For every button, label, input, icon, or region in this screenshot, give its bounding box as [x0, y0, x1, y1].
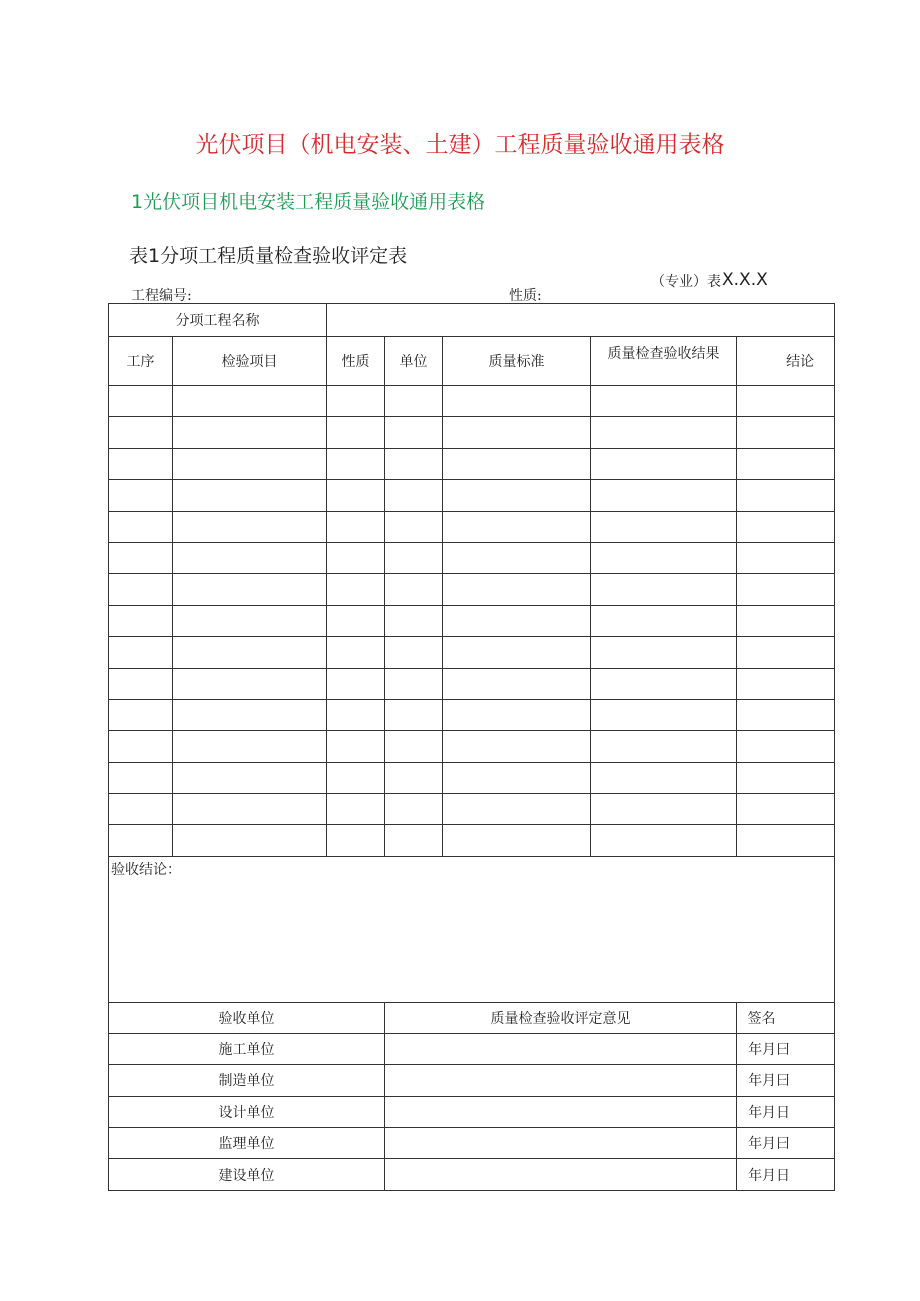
- col-process-cell[interactable]: [109, 386, 173, 417]
- col-unit-cell[interactable]: [385, 794, 443, 825]
- col-result-cell[interactable]: [591, 417, 737, 448]
- sign-header-unit: 验收单位: [109, 1002, 385, 1033]
- col-inspection-item-cell[interactable]: [173, 605, 327, 636]
- col-process-cell[interactable]: [109, 511, 173, 542]
- sign-date-field[interactable]: 年月曰: [737, 1128, 835, 1159]
- col-nature-cell[interactable]: [327, 386, 385, 417]
- col-unit-cell[interactable]: [385, 542, 443, 573]
- section-heading: 1光伏项目机电安装工程质量验收通用表格: [131, 191, 486, 213]
- sign-date-field[interactable]: 年月日: [737, 1159, 835, 1190]
- table-row: [109, 699, 835, 730]
- col-nature-cell[interactable]: [327, 542, 385, 573]
- col-inspection-item-cell[interactable]: [173, 511, 327, 542]
- col-process-cell[interactable]: [109, 762, 173, 793]
- col-process-cell[interactable]: [109, 417, 173, 448]
- col-process-cell[interactable]: [109, 731, 173, 762]
- subitem-name-label: 分项工程名称: [109, 304, 327, 337]
- sign-row: [109, 1128, 835, 1159]
- col-nature-cell[interactable]: [327, 794, 385, 825]
- col-conclusion-cell[interactable]: [737, 699, 835, 730]
- col-standard-cell[interactable]: [443, 605, 591, 636]
- col-standard-cell[interactable]: [443, 574, 591, 605]
- col-process-cell[interactable]: [109, 825, 173, 856]
- col-unit-cell[interactable]: [385, 417, 443, 448]
- col-conclusion-cell[interactable]: [737, 605, 835, 636]
- col-nature-cell[interactable]: [327, 731, 385, 762]
- col-result-cell[interactable]: [591, 480, 737, 511]
- sign-header-signature: 签名: [737, 1002, 835, 1033]
- col-standard-cell[interactable]: [443, 637, 591, 668]
- col-process-cell[interactable]: [109, 637, 173, 668]
- column-header-row: [109, 337, 835, 386]
- col-inspection-item-cell[interactable]: [173, 480, 327, 511]
- col-conclusion-cell[interactable]: [737, 448, 835, 479]
- col-process-cell[interactable]: [109, 668, 173, 699]
- table-row: [109, 605, 835, 636]
- col-process-cell[interactable]: [109, 542, 173, 573]
- sign-row: [109, 1159, 835, 1190]
- table-row: [109, 668, 835, 699]
- sign-row: [109, 1096, 835, 1127]
- table-row: [109, 731, 835, 762]
- sign-unit-label: 建设单位: [109, 1159, 385, 1190]
- col-conclusion-cell[interactable]: [737, 511, 835, 542]
- col-result-cell[interactable]: [591, 668, 737, 699]
- table-row: [109, 762, 835, 793]
- table-row: [109, 480, 835, 511]
- col-nature-cell[interactable]: [327, 637, 385, 668]
- sign-header-opinion: 质量检查验收评定意见: [385, 1002, 737, 1033]
- nature-label: 性质:: [509, 288, 542, 304]
- col-standard-cell[interactable]: [443, 542, 591, 573]
- table-row: [109, 574, 835, 605]
- col-conclusion-cell[interactable]: [737, 480, 835, 511]
- sign-opinion-field[interactable]: [385, 1033, 737, 1064]
- col-nature-cell[interactable]: [327, 605, 385, 636]
- col-result-cell[interactable]: [591, 731, 737, 762]
- col-process-header: 工序: [109, 337, 173, 386]
- col-conclusion-cell[interactable]: [737, 542, 835, 573]
- sign-unit-label: 制造单位: [109, 1065, 385, 1096]
- col-inspection-item-cell[interactable]: [173, 637, 327, 668]
- col-unit-cell[interactable]: [385, 448, 443, 479]
- col-conclusion-cell[interactable]: [737, 825, 835, 856]
- sign-row: [109, 1033, 835, 1064]
- col-result-cell[interactable]: [591, 386, 737, 417]
- col-result-cell[interactable]: [591, 699, 737, 730]
- col-unit-cell[interactable]: [385, 574, 443, 605]
- col-process-cell[interactable]: [109, 574, 173, 605]
- inspection-form-table: [108, 303, 835, 1191]
- col-unit-cell[interactable]: [385, 668, 443, 699]
- col-conclusion-cell[interactable]: [737, 668, 835, 699]
- col-result-cell[interactable]: [591, 542, 737, 573]
- col-inspection-item-cell[interactable]: [173, 448, 327, 479]
- table-code-value: X.X.X: [722, 270, 768, 290]
- col-standard-cell[interactable]: [443, 794, 591, 825]
- col-result-cell[interactable]: [591, 605, 737, 636]
- col-nature-cell[interactable]: [327, 762, 385, 793]
- sign-unit-label: 设计单位: [109, 1096, 385, 1127]
- col-nature-header: 性质: [327, 337, 385, 386]
- col-inspection-item-cell[interactable]: [173, 699, 327, 730]
- col-nature-cell[interactable]: [327, 448, 385, 479]
- table-row: [109, 542, 835, 573]
- col-standard-cell[interactable]: [443, 386, 591, 417]
- col-conclusion-cell[interactable]: [737, 417, 835, 448]
- col-inspection-item-cell[interactable]: [173, 825, 327, 856]
- col-result-cell[interactable]: [591, 794, 737, 825]
- col-inspection-item-header: 检验项目: [173, 337, 327, 386]
- col-inspection-item-cell[interactable]: [173, 762, 327, 793]
- col-unit-cell[interactable]: [385, 731, 443, 762]
- col-nature-cell[interactable]: [327, 699, 385, 730]
- col-unit-cell[interactable]: [385, 605, 443, 636]
- col-inspection-item-cell[interactable]: [173, 668, 327, 699]
- col-process-cell[interactable]: [109, 699, 173, 730]
- col-standard-cell[interactable]: [443, 762, 591, 793]
- table-row: [109, 448, 835, 479]
- sign-header-row: [109, 1002, 835, 1033]
- col-unit-cell[interactable]: [385, 480, 443, 511]
- col-inspection-item-cell[interactable]: [173, 731, 327, 762]
- page-title: 光伏项目（机电安装、土建）工程质量验收通用表格: [195, 132, 725, 158]
- col-unit-cell[interactable]: [385, 511, 443, 542]
- col-process-cell[interactable]: [109, 480, 173, 511]
- col-process-cell[interactable]: [109, 794, 173, 825]
- col-unit-cell[interactable]: [385, 762, 443, 793]
- table-code-label: （专业）表: [651, 274, 721, 290]
- sign-date-field[interactable]: 年月日: [737, 1096, 835, 1127]
- table-row: [109, 511, 835, 542]
- subitem-name-input[interactable]: [327, 304, 835, 337]
- table-title: 表1分项工程质量检查验收评定表: [129, 245, 408, 267]
- col-conclusion-cell[interactable]: [737, 762, 835, 793]
- col-nature-cell[interactable]: [327, 480, 385, 511]
- col-nature-cell[interactable]: [327, 574, 385, 605]
- col-inspection-item-cell[interactable]: [173, 574, 327, 605]
- col-inspection-item-cell[interactable]: [173, 542, 327, 573]
- col-standard-cell[interactable]: [443, 699, 591, 730]
- col-unit-cell[interactable]: [385, 825, 443, 856]
- col-process-cell[interactable]: [109, 448, 173, 479]
- col-unit-header: 单位: [385, 337, 443, 386]
- col-nature-cell[interactable]: [327, 511, 385, 542]
- col-nature-cell[interactable]: [327, 417, 385, 448]
- project-number-label: 工程编号:: [131, 288, 192, 304]
- col-nature-cell[interactable]: [327, 825, 385, 856]
- col-standard-cell[interactable]: [443, 825, 591, 856]
- sign-date-field[interactable]: 年月曰: [737, 1065, 835, 1096]
- col-standard-cell[interactable]: [443, 448, 591, 479]
- sign-opinion-field[interactable]: [385, 1096, 737, 1127]
- col-inspection-item-cell[interactable]: [173, 386, 327, 417]
- sign-opinion-field[interactable]: [385, 1159, 737, 1190]
- table-row: [109, 825, 835, 856]
- col-conclusion-header: 结论: [737, 337, 835, 386]
- sign-opinion-field[interactable]: [385, 1065, 737, 1096]
- table-row: [109, 637, 835, 668]
- col-result-header: 质量检查验收结果: [591, 337, 737, 386]
- verdict-field[interactable]: [109, 856, 835, 1002]
- verdict-row: [109, 856, 835, 1002]
- col-result-cell[interactable]: [591, 825, 737, 856]
- col-result-cell[interactable]: [591, 637, 737, 668]
- col-conclusion-cell[interactable]: [737, 637, 835, 668]
- subitem-name-row: [109, 304, 835, 337]
- col-standard-cell[interactable]: [443, 731, 591, 762]
- col-result-cell[interactable]: [591, 762, 737, 793]
- col-result-cell[interactable]: [591, 574, 737, 605]
- col-standard-cell[interactable]: [443, 511, 591, 542]
- col-inspection-item-cell[interactable]: [173, 794, 327, 825]
- table-row: [109, 794, 835, 825]
- col-unit-cell[interactable]: [385, 699, 443, 730]
- sign-unit-label: 监理单位: [109, 1128, 385, 1159]
- col-inspection-item-cell[interactable]: [173, 417, 327, 448]
- col-conclusion-cell[interactable]: [737, 731, 835, 762]
- col-standard-header: 质量标准: [443, 337, 591, 386]
- verdict-label: 验收结论：: [111, 861, 181, 878]
- col-result-cell[interactable]: [591, 511, 737, 542]
- col-standard-cell[interactable]: [443, 417, 591, 448]
- col-nature-cell[interactable]: [327, 668, 385, 699]
- col-standard-cell[interactable]: [443, 668, 591, 699]
- sign-opinion-field[interactable]: [385, 1128, 737, 1159]
- col-process-cell[interactable]: [109, 605, 173, 636]
- col-conclusion-cell[interactable]: [737, 574, 835, 605]
- sign-date-field[interactable]: 年月曰: [737, 1033, 835, 1064]
- col-unit-cell[interactable]: [385, 637, 443, 668]
- table-row: [109, 417, 835, 448]
- sign-unit-label: 施工单位: [109, 1033, 385, 1064]
- col-conclusion-cell[interactable]: [737, 794, 835, 825]
- col-unit-cell[interactable]: [385, 386, 443, 417]
- table-row: [109, 386, 835, 417]
- sign-row: [109, 1065, 835, 1096]
- col-result-cell[interactable]: [591, 448, 737, 479]
- col-standard-cell[interactable]: [443, 480, 591, 511]
- col-conclusion-cell[interactable]: [737, 386, 835, 417]
